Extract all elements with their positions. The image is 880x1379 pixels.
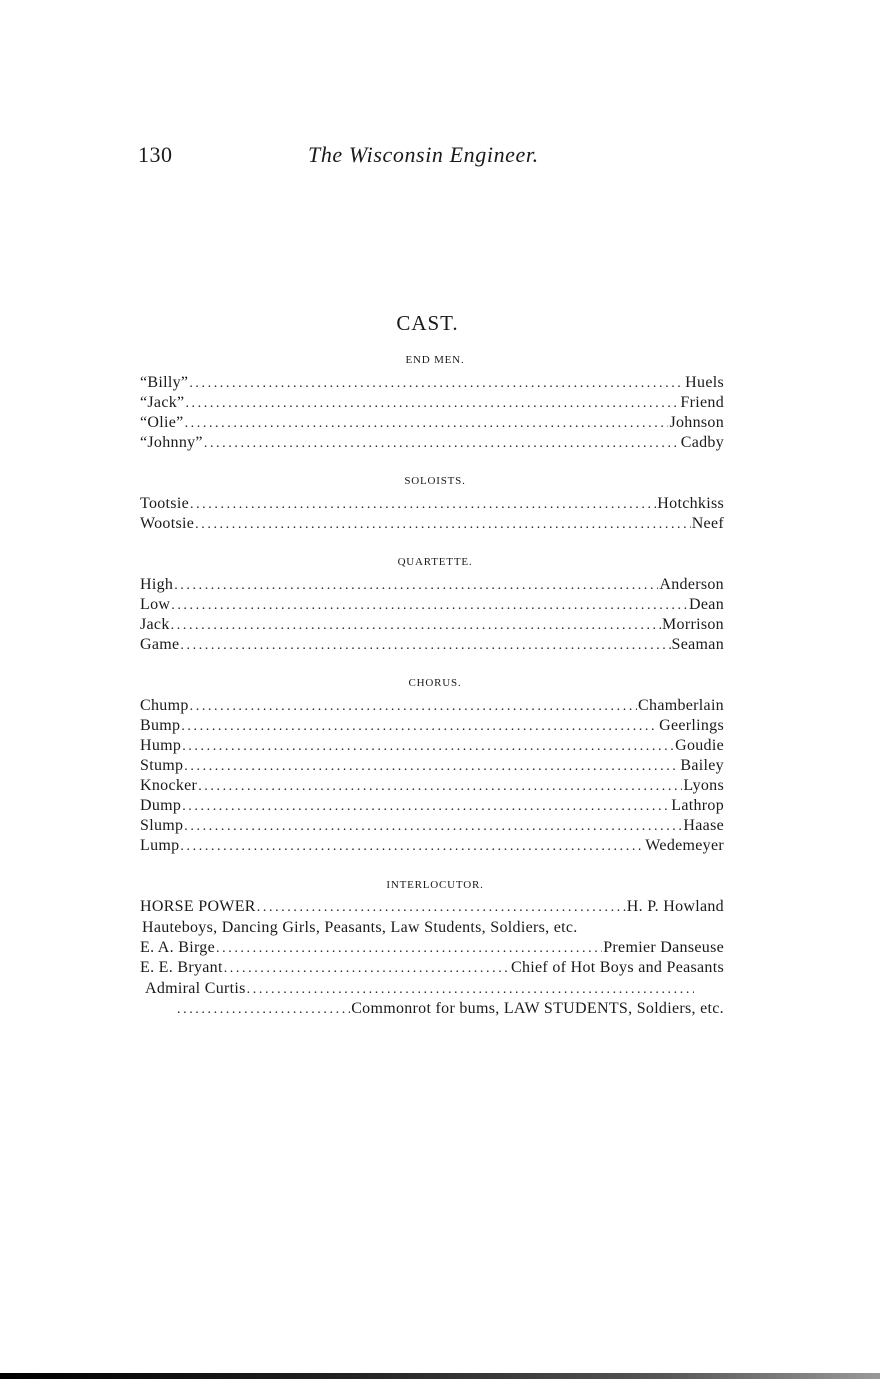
dot-leader: [180, 839, 644, 855]
player-name: Morrison: [662, 616, 724, 633]
role-name: HORSE POWER: [140, 898, 256, 915]
role-name: E. E. Bryant: [140, 959, 223, 976]
dot-leader: [190, 497, 656, 513]
page-edge-shadow: [0, 1373, 880, 1379]
role-name: Dump: [140, 797, 182, 814]
dot-leader: [182, 739, 674, 755]
role-name: Hump: [140, 737, 182, 754]
dot-leader: [198, 779, 682, 795]
dot-leader: [180, 638, 670, 654]
section-heading-end-men: END MEN.: [405, 354, 465, 366]
cast-row: [145, 980, 724, 1000]
cast-row: [140, 596, 724, 616]
dot-leader: [181, 719, 658, 735]
dot-leader: [247, 982, 694, 998]
player-name: Anderson: [659, 576, 724, 593]
role-name: “Billy”: [140, 374, 189, 391]
player-name: H. P. Howland: [626, 898, 724, 915]
player-name: Geerlings: [659, 717, 724, 734]
player-name: Lathrop: [671, 797, 724, 814]
dot-leader: [174, 578, 658, 594]
cast-row: [140, 757, 724, 777]
section-heading-quartette: QUARTETTE.: [397, 556, 473, 568]
role-name: Lump: [140, 837, 180, 854]
player-name: Johnson: [669, 414, 724, 431]
section-heading-soloists: SOLOISTS.: [404, 475, 466, 487]
role-name: Chump: [140, 697, 189, 714]
player-name: Premier Danseuse: [603, 939, 724, 956]
dot-leader: [190, 699, 637, 715]
role-name: Knocker: [140, 777, 198, 794]
cast-row: [140, 374, 724, 394]
cast-row: [140, 576, 724, 596]
role-name: Stump: [140, 757, 184, 774]
dot-leader: [195, 517, 691, 533]
role-name: “Olie”: [140, 414, 184, 431]
cast-row: [140, 434, 724, 454]
role-name: Bump: [140, 717, 181, 734]
role-name: Admiral Curtis: [145, 980, 246, 997]
player-name: Dean: [689, 596, 724, 613]
player-name: Commonrot for bums, LAW STUDENTS, Soldiers, etc.: [351, 1000, 724, 1017]
role-name: “Johnny”: [140, 434, 203, 451]
player-name: Hotchkiss: [657, 495, 724, 512]
dot-leader: [224, 961, 510, 977]
role-name: Low: [140, 596, 171, 613]
cast-row: [140, 737, 724, 757]
dot-leader: [184, 759, 679, 775]
player-name: Goudie: [675, 737, 724, 754]
dot-leader: [216, 941, 602, 957]
cast-row: [140, 959, 724, 979]
page-number: 130: [138, 142, 173, 167]
dot-leader: [204, 436, 680, 452]
running-title: The Wisconsin Engineer.: [308, 142, 539, 167]
cast-row: [140, 515, 724, 535]
dot-leader: [171, 618, 661, 634]
cast-row: [140, 495, 724, 515]
cast-row: [140, 777, 724, 797]
player-name: Chief of Hot Boys and Peasants: [511, 959, 724, 976]
ensemble-line: Hauteboys, Dancing Girls, Peasants, Law Students, Soldiers, etc.: [142, 919, 578, 936]
role-name: Wootsie: [140, 515, 195, 532]
player-name: Seaman: [671, 636, 724, 653]
cast-row: [140, 837, 724, 857]
section-heading-interlocutor: INTERLOCUTOR.: [386, 879, 484, 891]
cast-row: [140, 414, 724, 434]
cast-row: [140, 697, 724, 717]
role-name: Tootsie: [140, 495, 189, 512]
dot-leader: [185, 396, 679, 412]
player-name: Huels: [685, 374, 724, 391]
role-name: Game: [140, 636, 180, 653]
dot-leader: [189, 376, 684, 392]
player-name: Haase: [683, 817, 724, 834]
player-name: Cadby: [680, 434, 724, 451]
cast-row: [140, 817, 724, 837]
player-name: Bailey: [680, 757, 724, 774]
role-name: Slump: [140, 817, 184, 834]
cast-title: CAST.: [396, 311, 459, 335]
player-name: Friend: [680, 394, 724, 411]
role-name: Jack: [140, 616, 170, 633]
dot-leader: [185, 416, 669, 432]
dot-leader: [177, 1002, 350, 1018]
player-name: Wedemeyer: [645, 837, 724, 854]
dot-leader: [182, 799, 670, 815]
player-name: Lyons: [683, 777, 724, 794]
cast-row: [140, 898, 724, 918]
dot-leader: [184, 819, 682, 835]
cast-row: [140, 394, 724, 414]
role-name: “Jack”: [140, 394, 185, 411]
dot-leader: [257, 900, 626, 916]
role-name: E. A. Birge: [140, 939, 216, 956]
cast-row: [140, 797, 724, 817]
cast-row: [140, 636, 724, 656]
cast-row: [140, 939, 724, 959]
dot-leader: [171, 598, 688, 614]
cast-row: [140, 616, 724, 636]
role-name: High: [140, 576, 174, 593]
player-name: Neef: [691, 515, 724, 532]
player-name: Chamberlain: [638, 697, 724, 714]
section-heading-chorus: CHORUS.: [408, 677, 462, 689]
cast-row-continuation: [176, 1000, 724, 1020]
cast-row: [140, 717, 724, 737]
